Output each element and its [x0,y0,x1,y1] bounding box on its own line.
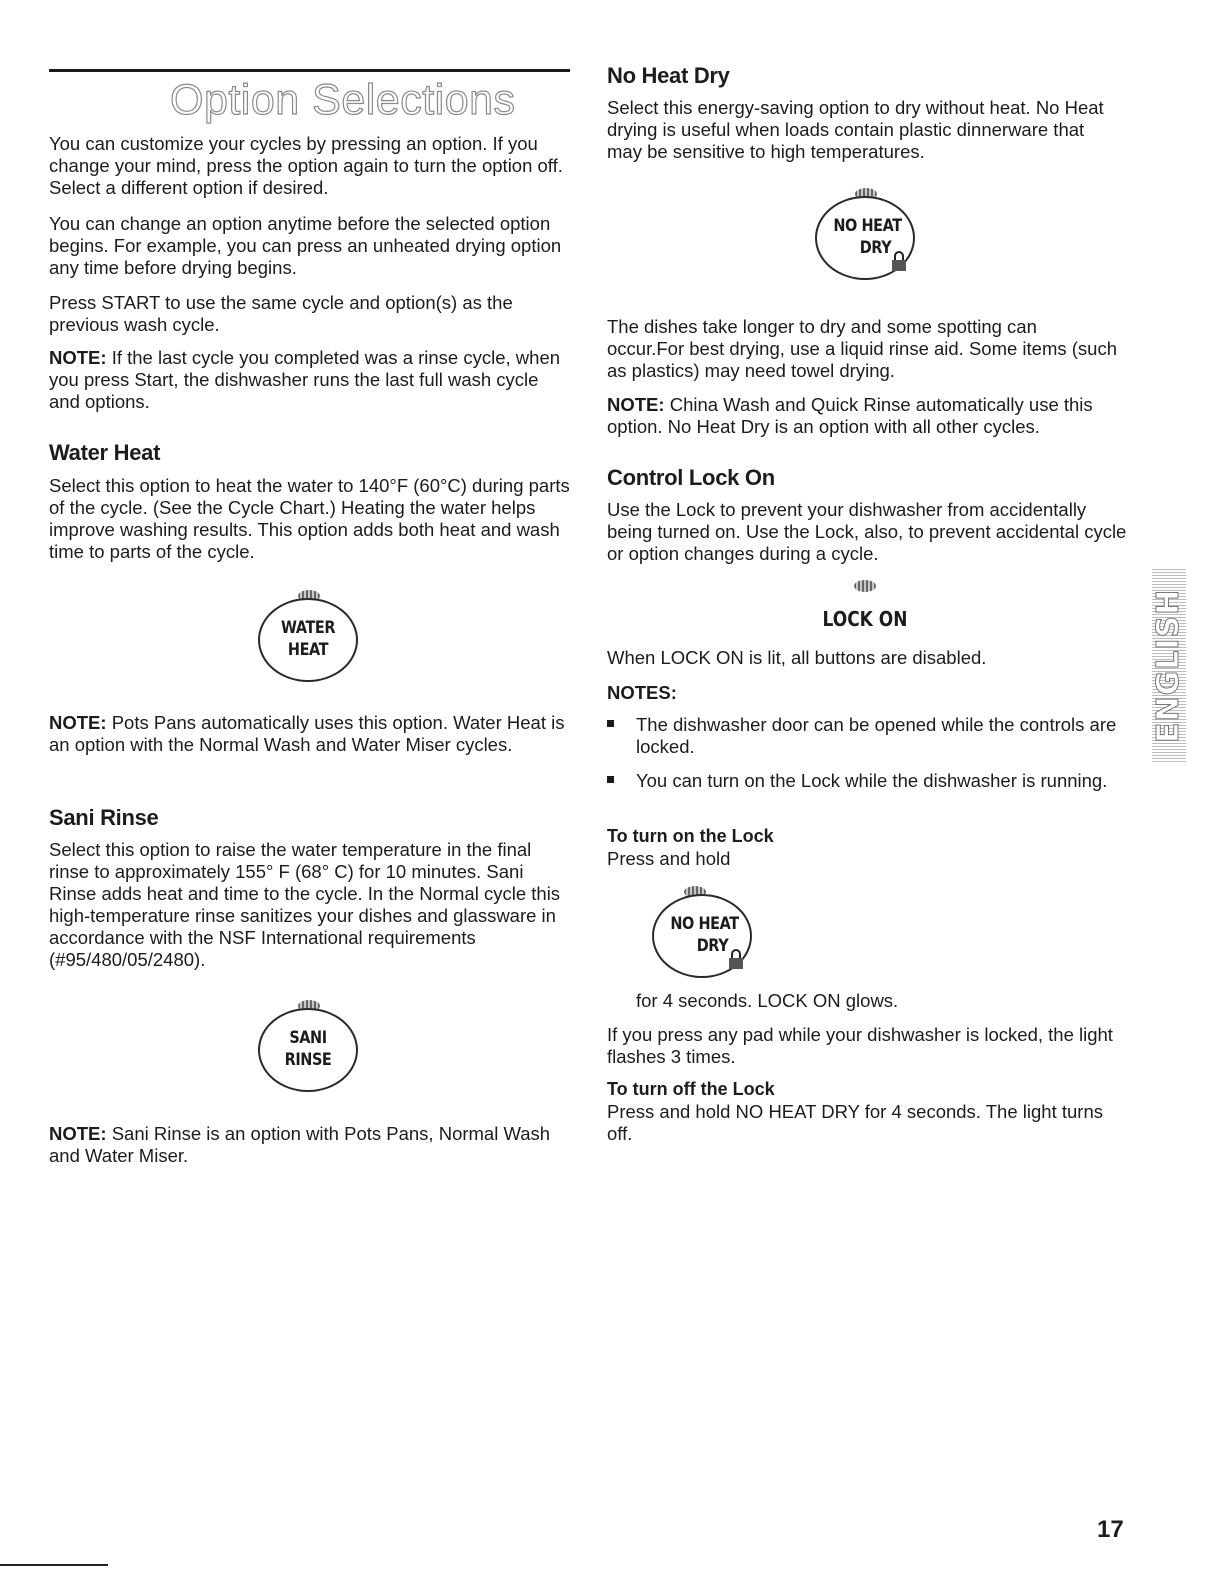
press-and-hold-text: Press and hold [607,848,731,869]
page-number: 17 [1097,1516,1124,1543]
control-lock-body: Use the Lock to prevent your dishwasher from accidentally being turned on. Use the Lock, also, to prevent accidental cycle or option changes during a cycle. [607,499,1127,564]
note-label: NOTE: [49,712,107,733]
water-heat-body: Select this option to heat the water to 140°F (60°C) during parts of the cycle. (See the Cycle Chart.) Heating the water helps improve washing results. This option adds both heat and wash time to parts of the cycle. [49,475,570,562]
no-heat-dry-button-line1: NO HEAT [833,216,902,236]
note-text: Pots Pans automatically uses this option. Water Heat is an option with the Normal Wash and Water Miser cycles. [49,712,565,755]
no-heat-dry-body: Select this energy-saving option to dry without heat. No Heat drying is useful when loads contain plastic dinnerware that may be sensitive to high temperatures. [607,97,1104,162]
language-tab-label: ENGLISH [1151,588,1186,744]
note-label: NOTE: [607,394,665,415]
no-heat-dry-button-small [652,886,757,986]
water-heat-button-line1: WATER [280,618,336,638]
footer-rule [0,1564,108,1566]
no-heat-dry-heading: No Heat Dry [607,63,730,88]
intro-paragraph-1: You can customize your cycles by pressing an option. If you change your mind, press the option again to turn the option off. Select a different option if desired. [49,133,563,198]
for-seconds-text: for 4 seconds. LOCK ON glows. [636,990,899,1011]
sani-rinse-body: Select this option to raise the water temperature in the final rinse to approximately 155° F (68° C) for 10 minutes. Sani Rinse adds heat and time to the cycle. In the Normal cycle this high-temperature rinse sanitizes your dishes and glassware in accordance with the NSF International requirements (#95/480/05/2480). [49,839,561,970]
note-label: NOTE: [49,1123,107,1144]
lock-on-label: LOCK ON [822,607,908,631]
water-heat-note [49,712,569,756]
lock-icon [891,250,907,272]
notes-label: NOTES: [607,682,677,703]
note-text: Sani Rinse is an option with Pots Pans, Normal Wash and Water Miser. [49,1123,551,1166]
turn-on-lock-heading: To turn on the Lock [607,826,774,846]
locked-press-text: If you press any pad while your dishwasher is locked, the light flashes 3 times. [607,1024,1113,1067]
sani-rinse-heading: Sani Rinse [49,805,159,830]
sani-rinse-button [258,1000,358,1100]
notes-bullet-1: The dishwasher door can be opened while the controls are locked. [636,714,1117,757]
note-label: NOTE: [49,347,107,368]
no-heat-dry-button-line2: DRY [859,238,892,258]
water-heat-heading: Water Heat [49,440,161,465]
bullet-icon [607,720,614,727]
water-heat-button-line2: HEAT [287,640,329,660]
page-title: Option Selections [170,76,516,124]
turn-off-lock-text: Press and hold NO HEAT DRY for 4 seconds. The light turns off. [607,1101,1103,1144]
control-lock-heading: Control Lock On [607,465,775,490]
title-rule [49,69,570,72]
note-text: If the last cycle you completed was a rinse cycle, when you press Start, the dishwasher runs the last full wash cycle and options. [49,347,561,412]
lock-on-lit-text: When LOCK ON is lit, all buttons are disabled. [607,647,987,668]
notes-bullet-2: You can turn on the Lock while the dishwasher is running. [636,770,1108,791]
sani-rinse-note [49,1123,569,1167]
no-heat-dry-button [815,188,920,288]
lock-on-indicator-icon [854,580,876,592]
note-text: China Wash and Quick Rinse automatically use this option. No Heat Dry is an option with all other cycles. [607,394,1093,437]
bullet-icon [607,776,614,783]
turn-off-lock-heading: To turn off the Lock [607,1079,775,1099]
sani-rinse-button-line1: SANI [289,1028,327,1048]
water-heat-button [258,590,358,690]
no-heat-dry-after: The dishes take longer to dry and some spotting can occur.For best drying, use a liquid rinse aid. Some items (such as plastics) may need towel drying. [607,316,1118,381]
intro-paragraph-3: Press START to use the same cycle and option(s) as the previous wash cycle. [49,292,513,335]
intro-note [49,347,569,413]
intro-paragraph-2: You can change an option anytime before the selected option begins. For example, you can press an unheated drying option any time before drying begins. [49,213,562,278]
lock-icon [728,948,744,970]
sani-rinse-button-line2: RINSE [284,1050,332,1070]
no-heat-dry-note [607,394,1127,438]
lock-button-line1: NO HEAT [670,914,739,934]
lock-button-line2: DRY [696,936,729,956]
